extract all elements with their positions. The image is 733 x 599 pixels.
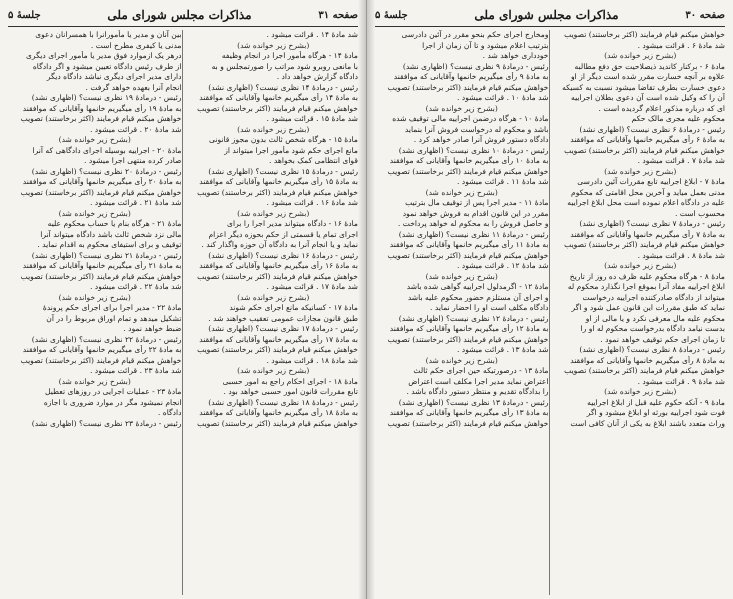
text-line: مادهٔ ۲۱ - هرگاه بنام یا حساب محکوم علیه [47,219,182,228]
page-number: صفحه ۳۱ [318,9,358,21]
text-line: رئیس - درمادهٔ ۲۰ نظری نیست؟ (اظهاری نشد) [31,166,182,176]
page-header [375,4,725,27]
session-label: جلسهٔ ۵ [8,9,41,21]
text-line: ای که درباره مذکور اعلام گردیده است . [598,103,725,113]
text-line: خواهش میکنم قیام فرمایند (اکثر برخاستند) تصویب [387,250,549,260]
column-body [8,30,182,429]
text-line: ضبط خواهد نمود . [123,324,182,333]
text-column [189,30,359,595]
text-line: به مادهٔ ۱۴ رأی میگیریم خانمها وآقایانی که موافقند [199,93,358,102]
text-line: بین آنان و مدیر یا مأمورانرا با همسرانان دعوی [35,30,182,39]
text-line: به مادهٔ ۱۰ رأی میگیریم خانمها وآقایانی که موافقند [389,156,549,165]
text-line: به مادهٔ ۱۱ رأی میگیریم خانمها وآقایانی که موافقند [389,240,549,249]
session-label: جلسهٔ ۵ [375,9,408,21]
text-line: به مادهٔ ۲۱ رأی میگیریم خانمها وآقایانی که موافقند [22,261,182,270]
gutter-shadow [367,0,375,599]
text-line: با مانعی روبرو شود مراتب را صورتمجلس و به [211,61,358,71]
text-line: (بشرح زیر خوانده شد) [604,166,677,176]
text-line: مادهٔ ۱۲ - اگرمدلول اجراییه گواهی شده باشد [406,282,549,291]
text-line: مادهٔ ۲۰ - اجراییه بوسیله اجرای دادگاهی که آنرا [32,145,182,155]
text-line: قوای انتظامی کمک بخواهد . [269,156,358,165]
text-line: (بشرح زیر خوانده شد) [58,292,131,302]
text-line: رئیس - درمادهٔ ۱۵ نظری نیست؟ (اظهاری نشد) [208,166,358,176]
text-line: شد مادهٔ ۹ . قرائت میشود . [637,376,725,386]
column-body [189,30,359,429]
text-line: اعتراض نماید مدیر اجرا مکلف است اعتراض [408,376,549,386]
text-line: (بشرح زیر خوانده شد) [237,124,310,134]
text-line: (بشرح زیر خوانده شد) [604,387,677,396]
text-line: به مادهٔ ۱۲ رأی میگیریم خانمها وآقایانی که موافقند [389,324,549,333]
text-line: از طرف رئیس دادگاه تعیین میشود و اگر دادگاه [32,61,182,71]
text-line: خواهش میکنم قیام فرمایند (اکثر برخاستند) تصویب [564,240,725,249]
text-line: خواهش میکنم قیام فرمایند (اکثر برخاستند) تصویب [564,30,725,39]
text-line: (بشرح زیر خوانده شد) [237,40,310,50]
text-line: خواهش میکنم قیام فرمایند (اکثر برخاستند) تصویب [197,271,358,281]
text-column [556,30,726,595]
text-line: به مادهٔ ۲۲ رأی میگیریم خانمها وآقایانی که موافقند [22,345,182,354]
text-line: رئیس - درمادهٔ ۱۶ نظری نیست؟ (اظهاری نشد) [208,250,358,260]
text-line: (بشرح زیر خوانده شد) [425,103,498,113]
text-line: به مادهٔ ۷ رأی میگیریم خانمها وآقایانی که موافقند [570,229,725,239]
text-line: علیه در دادگاه اعلام نموده است محل ابلاغ اجراییه [567,198,725,207]
text-line: به مادهٔ ۱۹ رأی میگیریم خانمها وآقایانی که موافقند [22,103,182,113]
text-line: به مادهٔ ۱۶ رأی میگیریم خانمها وآقایانی که موافقند [199,261,358,270]
text-line: (بشرح زیر خوانده شد) [237,208,310,218]
text-column [8,30,183,595]
text-line: به مادهٔ ۱۸ رأی میگیریم خانمها وآقایانی که موافقند [199,408,358,417]
text-line: خواهش میکنم قیام فرمایند (اکثر برخاستند) تصویب [20,187,182,197]
text-line: (بشرح زیر خوانده شد) [237,366,310,375]
text-line: شد مادهٔ ۲۲ . قرائت میشود . [89,282,182,291]
text-line: خواهش میکنم قیام فرمایند (اکثر برخاستند) تصویب [20,114,182,123]
text-line: اجرای تمام یا قسمتی از حکم بحوزه دیگر اعزام [208,229,358,239]
column-body [375,30,549,429]
text-line: (بشرح زیر خوانده شد) [58,135,131,144]
text-line: انجام آنرا بعهده خواهد گرفت . [85,82,182,92]
text-line: شد مادهٔ ۱۶ . قرائت میشود . [266,198,358,207]
text-line: رئیس - درمادهٔ ۶ نظری نیست؟ (اظهاری نشد) [579,124,725,134]
text-line: (بشرح زیر خوانده شد) [425,355,498,365]
text-line: خواهش میکنم قیام فرمایند (اکثر برخاستند) تصویب [197,418,358,428]
text-line: (بشرح زیر خوانده شد) [58,376,131,386]
text-line: وراث متعدد باشند ابلاغ به یکی از آنان کافی است [570,418,725,428]
text-line: شد مادهٔ ۱۳ . قرائت میشود . [456,345,549,354]
page-title: مذاکرات مجلس شورای ملی [474,8,619,22]
text-line: به مادهٔ ۹ رأی میگیریم خانمها وآقایانی که موافقند [393,72,549,81]
text-line: به مادهٔ ۱۷ رأی میگیریم خانمها وآقایانی که موافقند [199,334,358,344]
text-line: خواهش میکنم قیام فرمایند (اکثر برخاستند) تصویب [20,271,182,281]
text-line: رئیس - درمادهٔ ۱۱ نظری نیست؟ (اظهاری نشد) [398,229,549,239]
text-line: را بدادگاه تقدیم و منتظر دستور دادگاه باشد . [406,387,549,396]
text-line: مانع اجرای حکم شود مأمور اجرا میتواند از [224,145,358,155]
text-line: شد مادهٔ ۱۸ . قرائت میشود . [266,355,358,365]
text-columns [375,30,725,595]
text-line: خواهش میکنم قیام فرمایند (اکثر برخاستند) تصویب [387,334,549,344]
text-line: خواهش میکنم قیام فرمایند (اکثر برخاستند) تصویب [197,345,358,354]
page-title: مذاکرات مجلس شورای ملی [107,8,252,22]
text-line: (بشرح زیر خوانده شد) [604,51,677,60]
text-line: دادگاه . [157,408,182,417]
text-line: (بشرح زیر خوانده شد) [425,187,498,197]
text-line: شد مادهٔ ۱۴ . قرائت میشود . [266,30,358,39]
text-line: مادهٔ ۸ - هرگاه محکوم علیه ظرف ده روز از تاریخ [569,271,725,281]
text-line: محسوب است . [675,208,725,218]
text-line: دادگاه مکلف است او را احضار نماید . [430,303,549,312]
text-line: آن را که وکیل شده است آن دعوی بطلان اجراییه [571,93,725,102]
text-line: به مادهٔ ۲۰ رأی میگیریم خانمها وآقایانی که موافقند [22,177,182,186]
text-line: خواهش میکنم قیام فرمایند (اکثر برخاستند) تصویب [387,82,549,92]
page-number: صفحه ۳۰ [685,9,725,21]
text-line: مالی نزد شخص ثالث باشد دادگاه میتواند آنرا [40,229,182,239]
text-line: فوت شود اجراییه بورثه او ابلاغ میشود و اگر [586,408,725,417]
text-line: مدنی یا کیفری مطرح است . [90,40,182,50]
text-line: رئیس - درمادهٔ ۲۲ نظری نیست؟ (اظهاری نشد) [31,334,182,344]
text-line: نماید و یا انجام آنرا به دادگاه آن حوزه واگذار کند . [201,240,358,249]
text-line: خواهش میکنم قیام فرمایند (اکثر برخاستند) تصویب [564,366,725,375]
text-line: رئیس - درمادهٔ ۱۸ نظری نیست؟ (اظهاری نشد) [208,397,358,407]
text-line: خواهش میکنم قیام فرمایند (اکثر برخاستند) تصویب [387,166,549,176]
text-line: شد مادهٔ ۱۵ . قرائت میشود . [266,114,358,123]
text-line: به مادهٔ ۶ رأی میگیریم خانمها وآقایانی که موافقند [570,135,725,144]
gutter-shadow [358,0,366,599]
text-line: شد مادهٔ ۲۱ . قرائت میشود . [89,198,182,207]
text-line: محکوم علیه مال معرفی نکرد و یا مالی از او [585,313,725,323]
text-line: مادهٔ ۷ - ابلاغ اجراییه تابع مقررات آئین دادرسی [577,177,725,186]
text-line: مدنی بعمل میاید و آخرین محل اقامتی که محکوم [571,187,725,197]
text-line: ومخارج اجرای حکم بنحو مقرر در آئین دادرسی [401,30,549,39]
text-column [375,30,550,595]
text-line: رئیس - درمادهٔ ۱۳ نظری نیست؟ (اظهاری نشد) [398,397,549,407]
text-line: (بشرح زیر خوانده شد) [58,208,131,218]
text-line: شد مادهٔ ۸ . قرائت میشود . [637,250,725,260]
text-columns [8,30,358,595]
text-line: خواهش میکنم قیام فرمایند (اکثر برخاستند) تصویب [20,355,182,365]
text-line: دارای مدیر اجرای دیگری نباشد دادگاه دیگر [46,72,182,81]
text-line: شد مادهٔ ۶ . قرائت میشود . [637,40,725,50]
text-line: خواهش میکنم قیام فرمایند (اکثر برخاستند) تصویب [387,418,549,428]
text-line: رئیس - درمادهٔ ۱۴ نظری نیست؟ (اظهاری نشد) [208,82,358,92]
text-line: رئیس - درمادهٔ ۲۳ نظری نیست؟ (اظهاری نشد) [31,418,182,428]
text-line: علاوه بر آنچه خسارت مقرر شده است دیگر از او [571,72,725,81]
text-line: رئیس - درمادهٔ ۱۰ نظری نیست؟ (اظهاری نشد) [398,145,549,155]
text-line: رئیس - درمادهٔ ۷ نظری نیست؟ (اظهاری نشد) [579,219,725,228]
text-line: بدست نیامد دادگاه بدرخواست محکوم له او را [580,324,725,333]
text-line: ابلاغ اجراییه مفاد آنرا بموقع اجرا نگذارد محکوم له [567,282,725,291]
text-line: (بشرح زیر خوانده شد) [604,261,677,270]
text-line: به مادهٔ ۸ رأی میگیریم خانمها وآقایانی که موافقند [570,355,725,365]
text-line: مادهٔ ۹ - آنکه حکوم علیه قبل از ابلاغ اجراییه [587,397,725,407]
text-line: مقرر در این قانون اقدام به فروش خواهد نمود [402,208,549,218]
text-line: رئیس - درمادهٔ ۸ نظری نیست؟ (اظهاری نشد) [579,345,725,354]
text-line: میتواند از دادگاه صادرکننده اجراییه درخواست [582,292,725,302]
text-line: مادهٔ ۱۰ - هرگاه درضمن اجراییه مالی توقیف شده [392,114,549,123]
text-line: مادهٔ ۲۳ - عملیات اجرایی در روزهای تعطیل [45,387,182,396]
column-body [556,30,726,429]
text-line: مادهٔ ۱۸ - اجرای احکام راجع به امور حسبی [222,376,358,386]
text-line: رئیس - درمادهٔ ۱۹ نظری نیست؟ (اظهاری نشد) [31,93,182,102]
text-line: خودداری خواهد شد . [482,51,549,60]
text-line: دادگاه گزارش خواهد داد . [276,72,358,81]
page-right [366,0,733,599]
text-line: شد مادهٔ ۱۲ . قرائت میشود . [456,261,549,270]
text-line: شد مادهٔ ۲۳ . قرائت میشود . [89,366,182,375]
text-line: شد مادهٔ ۱۱ . قرائت میشود . [456,177,549,186]
text-line: تشکیل میدهد و تمام اوراق مربوط را در آن [46,313,182,323]
text-line: تا زمان اجرای حکم توقیف خواهد نمود . [600,334,725,344]
text-line: نماید که طبق مقررات این قانون عمل شود و اگر [571,303,725,312]
text-line: درهر یک ازموارد فوق مدیر یا مأمور اجرای دیگری [25,51,182,60]
text-line: انجام نمیشود مگر در موارد ضروری با اجازه [43,397,182,407]
page-left [0,0,366,599]
text-line: محکوم علیه مجری مالک حکم [631,114,725,123]
text-line: (بشرح زیر خوانده شد) [237,292,310,302]
text-line: مادهٔ ۱۷ - کسانیکه مانع اجرای حکم شوند [229,303,358,312]
text-line: شد مادهٔ ۲۰ . قرائت میشود . [89,124,182,134]
text-line: و حاصل فروش را به محکوم له خواهد پرداخت . [397,219,549,228]
text-line: رئیس - درمادهٔ ۱۷ نظری نیست؟ (اظهاری نشد) [208,324,358,333]
text-line: به مادهٔ ۱۵ رأی میگیریم خانمها وآقایانی که موافقند [199,177,358,186]
text-line: دادگاه دستور فروش آنرا صادر خواهد کرد . [413,135,549,144]
text-line: رئیس - درمادهٔ ۲۱ نظری نیست؟ (اظهاری نشد) [31,250,182,260]
text-line: (بشرح زیر خوانده شد) [425,271,498,281]
text-line: شد مادهٔ ۱۰ . قرائت میشود . [456,93,549,102]
text-line: خواهش میکنم قیام فرمایند (اکثر برخاستند) تصویب [197,103,358,113]
text-line: بترتیب اعلام میشود و تا آن زمان از اجرا [422,40,549,50]
text-line: شد مادهٔ ۷ . قرائت میشود . [637,156,725,165]
text-line: مادهٔ ۱۶ - دادگاه میتواند مدیر اجرا را برای [227,219,358,228]
text-line: مادهٔ ۱۱ - مدیر اجرا پس از توقیف مال بترتیب [405,198,549,207]
text-line: به مادهٔ ۱۳ رأی میگیریم خانمها وآقایانی که موافقند [389,408,549,417]
text-line: دعوی خسارت بطرف تقاضا میشود نسبت به کسیکه [562,82,725,92]
text-line: رئیس - درمادهٔ ۹ نظری نیست؟ (اظهاری نشد) [402,61,549,71]
text-line: و اجرای آن مستلزم حضور محکوم علیه باشد [407,292,549,302]
text-line: مادهٔ ۱۴ - هرگاه مأمور اجرا در انجام وظیفه [221,51,358,60]
text-line: مادهٔ ۱۳ - درصورتیکه حین اجرای حکم ثالث [413,366,549,375]
text-line: تابع مقررات قانون امور حسبی خواهد بود . [223,387,358,396]
text-line: مادهٔ ۱۵ - هرگاه شخص ثالث بدون مجوز قانونی [209,135,358,144]
text-line: مادهٔ ۶ - برکنار کاندید ذیصلاحیت حق دفع مطالبه [574,61,725,71]
text-line: شد مادهٔ ۱۷ . قرائت میشود . [266,282,358,291]
text-line: صادر کرده منتهی اجرا میشود . [84,156,182,165]
text-line: توقیف و برای استیفای محکوم به اقدام نماید . [37,240,182,249]
text-line: خواهش میکنم قیام فرمایند (اکثر برخاستند) تصویب [197,187,358,197]
text-line: طبق قانون مجازات عمومی تعقیب خواهند شد . [208,313,358,323]
text-line: مادهٔ ۲۲ - مدیر اجرا برای اجرای حکم پروندهٔ [42,303,182,312]
text-line: باشد و محکوم له درخواست فروش آنرا بنماید [404,124,549,134]
page-header [8,4,358,27]
text-line: رئیس - درمادهٔ ۱۲ نظری نیست؟ (اظهاری نشد) [398,313,549,323]
text-line: خواهش میکنم قیام فرمایند (اکثر برخاستند) تصویب [564,145,725,155]
